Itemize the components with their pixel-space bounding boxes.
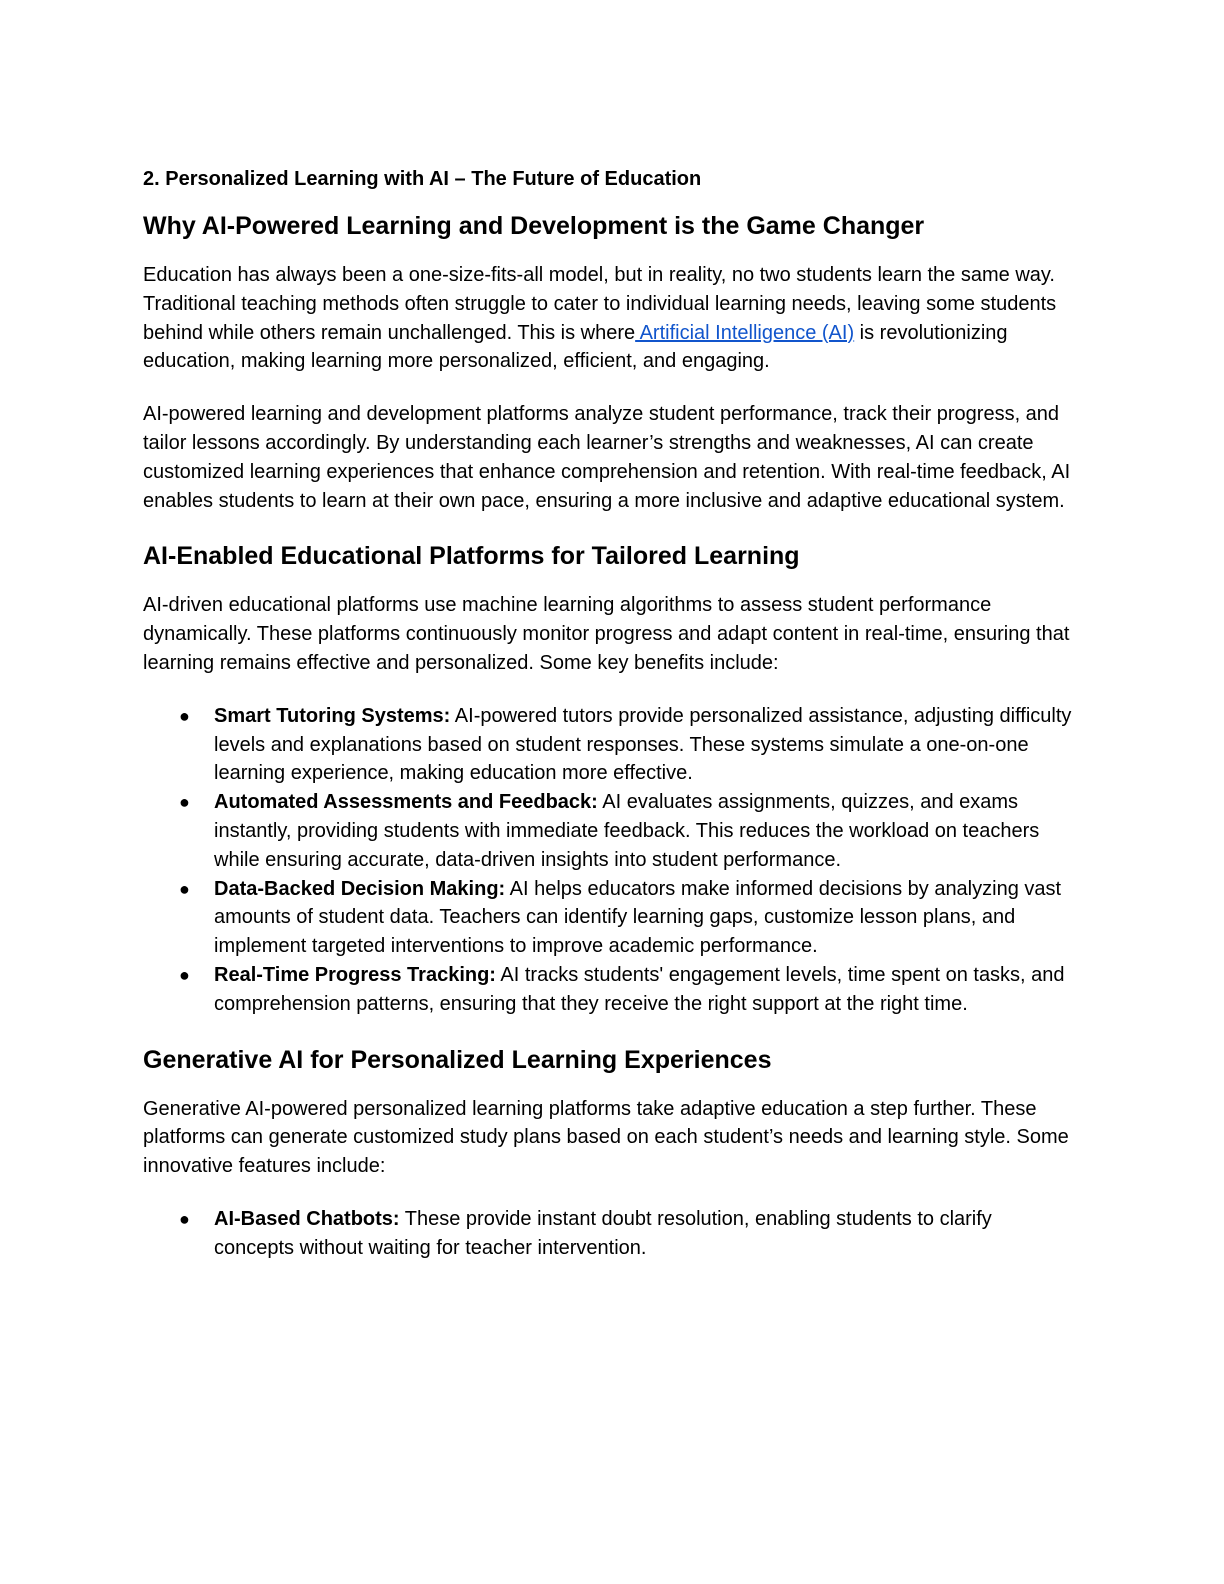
list-item-text: AI-powered tutors provide personalized assistance, adjusting difficulty levels and explanations based on student responses. These systems simulate a one-on-one learning experience, making education more effective. — [214, 704, 1072, 785]
benefits-list — [143, 702, 1073, 1019]
paragraph-generative-ai: Generative AI-powered personalized learning platforms take adaptive education a step further. These platforms can generate customized study plans based on each student’s needs and learning style. Some innovative features include: — [143, 1097, 1069, 1178]
list-item — [143, 702, 1073, 788]
list-item — [143, 961, 1073, 1019]
list-item-term: Real-Time Progress Tracking: — [214, 963, 496, 986]
document-title: 2. Personalized Learning with AI – The Future of Education — [143, 168, 702, 190]
list-item-term: Smart Tutoring Systems: — [214, 704, 451, 727]
list-item-text: AI helps educators make informed decisions by analyzing vast amounts of student data. Teachers can identify learning gaps, customize lesson plans, and implement targeted interventions to improve academic performance. — [214, 877, 1062, 958]
list-item — [143, 875, 1073, 961]
paragraph-intro-text-start: Education has always been a one-size-fits-all model, but in reality, no two students learn the same way. Traditional teaching methods often struggle to cater to individual learning needs, leaving some students behind while others remain unchallenged. This is where — [143, 264, 1057, 344]
bullet-icon: ● — [179, 705, 190, 726]
section-heading-game-changer: Why AI-Powered Learning and Development is the Game Changer — [143, 212, 925, 240]
paragraph-platforms-analyze: AI-powered learning and development platforms analyze student performance, track their progress, and tailor lessons accordingly. By understanding each learner’s strengths and weaknesses, AI can create customized learning experiences that enhance comprehension and retention. With real-time feedback, AI enables students to learn at their own pace, ensuring a more inclusive and adaptive educational system. — [143, 403, 1071, 512]
document-page — [143, 165, 1073, 1287]
bullet-icon: ● — [179, 964, 190, 985]
list-item-term: AI-Based Chatbots: — [214, 1207, 400, 1230]
list-item — [143, 788, 1073, 874]
paragraph-ai-driven-platforms: AI-driven educational platforms use machine learning algorithms to assess student performance dynamically. These platforms continuously monitor progress and adapt content in real-time, ensuring that learning remains effective and personalized. Some key benefits include: — [143, 594, 1070, 674]
bullet-icon: ● — [179, 1208, 190, 1229]
list-item-text: AI evaluates assignments, quizzes, and exams instantly, providing students with immediate feedback. This reduces the workload on teachers while ensuring accurate, data-driven insights into student performance. — [214, 791, 1040, 871]
list-item-text: These provide instant doubt resolution, enabling students to clarify concepts without waiting for teacher intervention. — [214, 1207, 992, 1259]
list-item-term: Automated Assessments and Feedback: — [214, 791, 598, 814]
paragraph-intro — [143, 261, 1073, 376]
list-item-text: AI tracks students' engagement levels, time spent on tasks, and comprehension patterns, ensuring that they receive the right support at the right time. — [214, 963, 1065, 1015]
list-item-term: Data-Backed Decision Making: — [214, 877, 506, 900]
features-list — [143, 1205, 1073, 1263]
artificial-intelligence-link[interactable]: Artificial Intelligence (AI) — [635, 321, 855, 344]
bullet-icon: ● — [179, 792, 190, 813]
section-heading-generative-ai: Generative AI for Personalized Learning Experiences — [143, 1045, 772, 1074]
list-item — [143, 1205, 1073, 1263]
paragraph-intro-text-end: is revolutionizing education, making learning more personalized, efficient, and engaging. — [143, 321, 1008, 373]
bullet-icon: ● — [179, 878, 190, 899]
section-heading-tailored-learning: AI-Enabled Educational Platforms for Tailored Learning — [143, 542, 800, 571]
